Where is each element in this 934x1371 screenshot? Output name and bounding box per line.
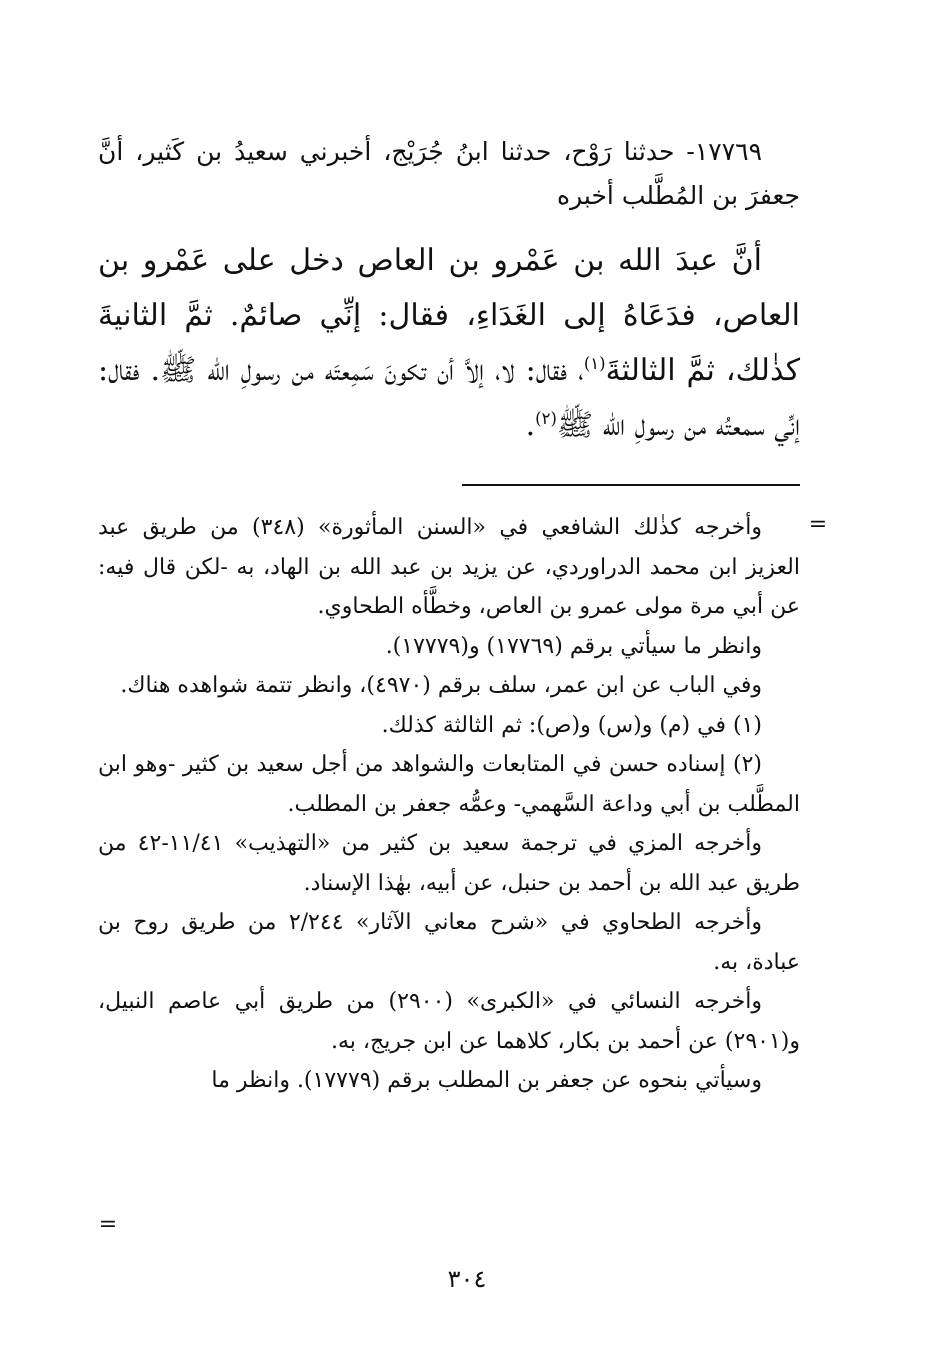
matn-end: . bbox=[525, 408, 536, 443]
hadith-isnad: ١٧٧٦٩- حدثنا رَوْح، حدثنا ابنُ جُرَيْج، أخبرني سعيدُ بن كَثير، أنَّ جعفرَ بن المُطَّلب أخبره bbox=[98, 137, 800, 210]
footnotes bbox=[98, 508, 800, 1101]
hadith-matn bbox=[98, 233, 800, 453]
hadith-matn-block bbox=[98, 233, 800, 453]
footnote-2-tahawi: وأخرجه الطحاوي في «شرح معاني الآثار» ٢/٢٤٤ من طريق روح بن عبادة، به. bbox=[98, 910, 800, 975]
continues-next-page-mark: = bbox=[98, 1212, 118, 1237]
matn-text-2: ، فقال: لا، إلاَّ أن تكونَ سَمِعتَه من رسولِ الله ﷺ. فقال: إنِّي سمعتُه من رسولِ الله ﷺ bbox=[98, 353, 800, 443]
footnote-2-mizzi: وأخرجه المزي في ترجمة سعيد بن كثير من «التهذيب» ١١/٤١-٤٢ من طريق عبد الله بن أحمد بن حنبل، عن أبيه، بهٰذا الإسناد. bbox=[98, 831, 800, 896]
footnote-continued-1: وأخرجه كذٰلك الشافعي في «السنن المأثورة» (٣٤٨) من طريق عبد العزيز ابن محمد الدراوردي، عن يزيد بن عبد الله بن الهاد، به -لكن قال فيه: عن أبي مرة مولى عمرو بن العاص، وخطَّأه الطحاوي. bbox=[98, 515, 800, 619]
footnote-2: (٢) إسناده حسن في المتابعات والشواهد من أجل سعيد بن كثير -وهو ابن المطَّلب بن أبي وداعة السَّهمي- وعمُّه جعفر بن المطلب. bbox=[98, 752, 800, 817]
continued-from-previous-mark: = bbox=[808, 512, 828, 537]
footnote-separator bbox=[462, 484, 800, 486]
footnote-continued-3: وفي الباب عن ابن عمر، سلف برقم (٤٩٧٠)، وانظر تتمة شواهده هناك. bbox=[120, 673, 762, 698]
footnote-marker-1[interactable]: (١) bbox=[583, 354, 606, 373]
footnote-2-nasai: وأخرجه النسائي في «الكبرى» (٢٩٠٠) من طريق أبي عاصم النبيل، و(٢٩٠١) عن أحمد بن بكار، كلاهما عن ابن جريج، به. bbox=[98, 989, 800, 1054]
footnote-continued-2: وانظر ما سيأتي برقم (١٧٧٦٩) و(١٧٧٧٩). bbox=[385, 633, 762, 659]
matn-text-1: أنَّ عبدَ الله بن عَمْرو بن العاص دخل على عَمْرو بن العاص، فدَعَاهُ إلى الغَدَاءِ، فقال: إنِّي صائمٌ. ثمَّ الثانيةَ كذٰلك، ثمَّ الثالثةَ bbox=[98, 243, 800, 388]
page-number: ٣٠٤ bbox=[447, 1265, 487, 1293]
footnote-1: (١) في (م) و(س) و(ص): ثم الثالثة كذلك. bbox=[381, 712, 762, 738]
footnote-marker-2[interactable]: (٢) bbox=[535, 409, 557, 428]
footnote-2-see-also: وسيأتي بنحوه عن جعفر بن المطلب برقم (١٧٧٧٩). وانظر ما bbox=[211, 1068, 762, 1093]
hadith-isnad-block bbox=[98, 130, 800, 218]
